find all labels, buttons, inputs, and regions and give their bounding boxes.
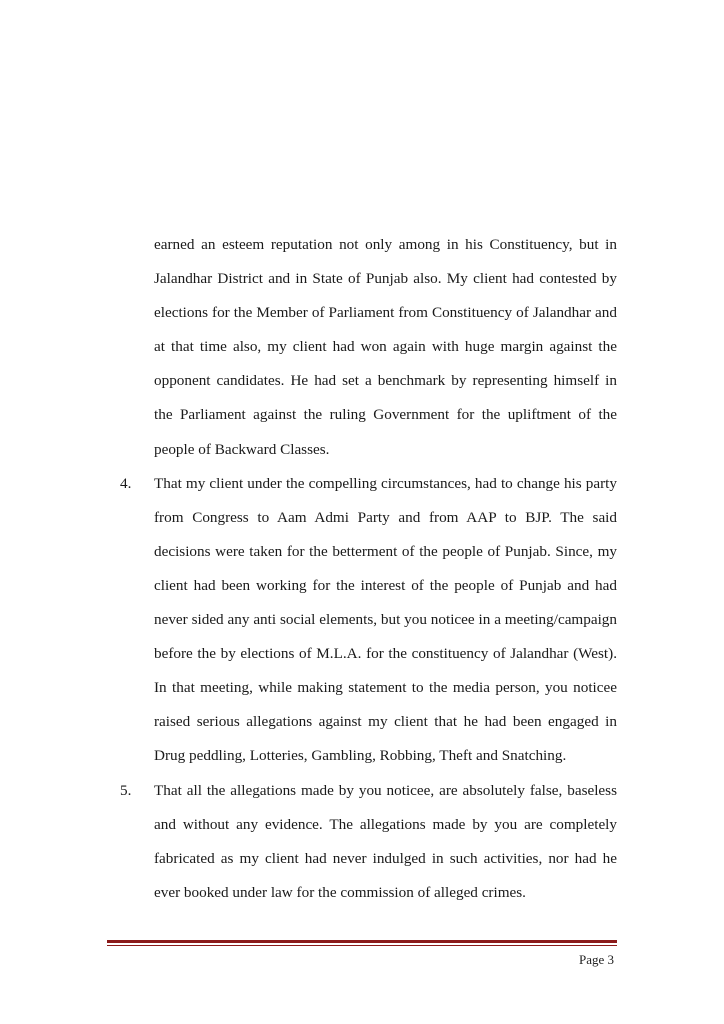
footer-rule <box>107 940 617 943</box>
footer-rule-thin <box>107 945 617 946</box>
paragraph-text: That all the allegations made by you noticee, are absolutely false, baseless and without any evidence. The allegations made by you are completely fabricated as my client had never indulged in such activities, nor had he ever booked under law for the commission of alleged crimes. <box>154 781 617 901</box>
paragraph-number: 4. <box>120 474 132 492</box>
paragraph-text: That my client under the compelling circumstances, had to change his party from Congress to Aam Admi Party and from AAP to BJP. The said decisions were taken for the betterment of the people of Punjab. Since, my client had been working for the interest of the people of Punjab and had never sided any anti social elements, but you noticee in a meeting/campaign before the by elections of M.L.A. for the constituency of Jalandhar (West). In that meeting, while making statement to the media person, you noticee raised serious allegations against my client that he had been engaged in Drug peddling, Lotteries, Gambling, Robbing, Theft and Snatching. <box>154 474 617 765</box>
continued-paragraph <box>112 228 617 467</box>
page-body <box>112 228 617 910</box>
numbered-paragraph-4 <box>112 467 617 774</box>
paragraph-text: earned an esteem reputation not only among in his Constituency, but in Jalandhar District and in State of Punjab also. My client had contested by elections for the Member of Parliament from Constituency of Jalandhar and at that time also, my client had won again with huge margin against the opponent candidates. He had set a benchmark by representing himself in the Parliament against the ruling Government for the upliftment of the people of Backward Classes. <box>154 236 617 458</box>
numbered-paragraph-5 <box>112 774 617 910</box>
page-number: Page 3 <box>578 952 614 967</box>
paragraph-number: 5. <box>120 781 132 799</box>
